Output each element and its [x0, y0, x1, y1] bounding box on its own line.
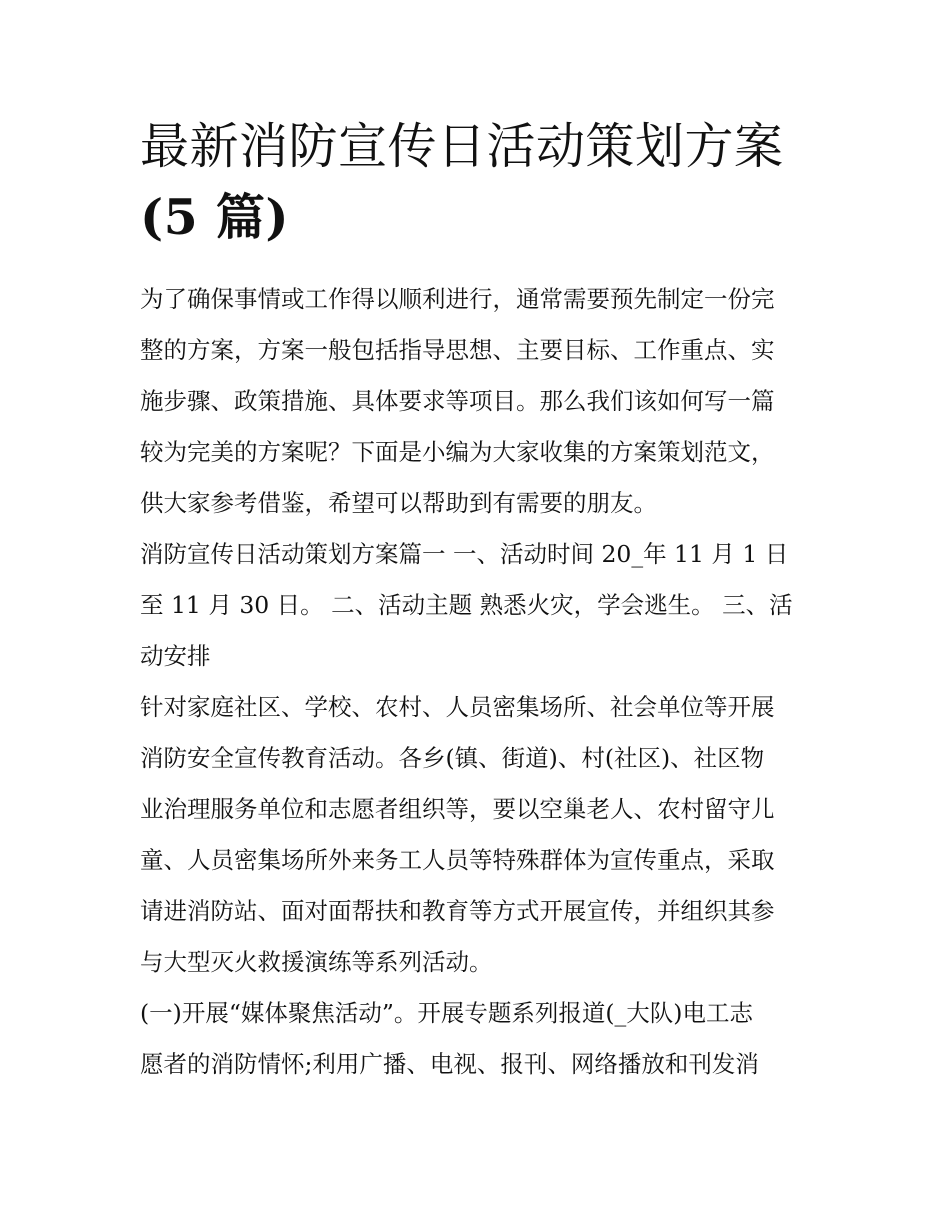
text-line: 供大家参考借鉴，希望可以帮助到有需要的朋友。	[140, 489, 657, 517]
text-line: 与大型灭火救援演练等系列活动。	[140, 948, 493, 976]
text-line: 为了确保事情或工作得以顺利进行，通常需要预先制定一份完	[140, 285, 775, 313]
intro-paragraph	[140, 274, 820, 529]
text-line: 童、人员密集场所外来务工人员等特殊群体为宣传重点，采取	[140, 846, 775, 874]
text-line: 至 11 月 30 日。 二、活动主题 熟悉火灾，学会逃生。 三、活	[140, 591, 793, 619]
text-line: 愿者的消防情怀;利用广播、电视、报刊、网络播放和刊发消	[140, 1050, 759, 1078]
document-title	[140, 112, 820, 252]
document-body	[140, 112, 820, 1090]
text-line: 消防安全宣传教育活动。各乡(镇、街道)、村(社区)、社区物	[140, 744, 765, 772]
text-line: 业治理服务单位和志愿者组织等，要以空巢老人、农村留守儿	[140, 795, 775, 823]
text-line: 较为完美的方案呢？下面是小编为大家收集的方案策划范文，	[140, 438, 775, 466]
text-line: 整的方案，方案一般包括指导思想、主要目标、工作重点、实	[140, 336, 775, 364]
text-line: 施步骤、政策措施、具体要求等项目。那么我们该如何写一篇	[140, 387, 775, 415]
media-paragraph	[140, 988, 820, 1090]
text-line: (一)开展“媒体聚焦活动”。开展专题系列报道(_大队)电工志	[140, 999, 753, 1027]
title-line-2: (5 篇)	[140, 188, 290, 246]
title-line-1: 最新消防宣传日活动策划方案	[140, 118, 784, 175]
activity-paragraph	[140, 682, 820, 988]
text-line: 消防宣传日活动策划方案篇一 一、活动时间 20_年 11 月 1 日	[140, 540, 789, 568]
text-line: 针对家庭社区、学校、农村、人员密集场所、社会单位等开展	[140, 693, 775, 721]
text-line: 请进消防站、面对面帮扶和教育等方式开展宣传，并组织其参	[140, 897, 775, 925]
text-line: 动安排	[140, 642, 211, 670]
plan-one-paragraph	[140, 529, 820, 682]
